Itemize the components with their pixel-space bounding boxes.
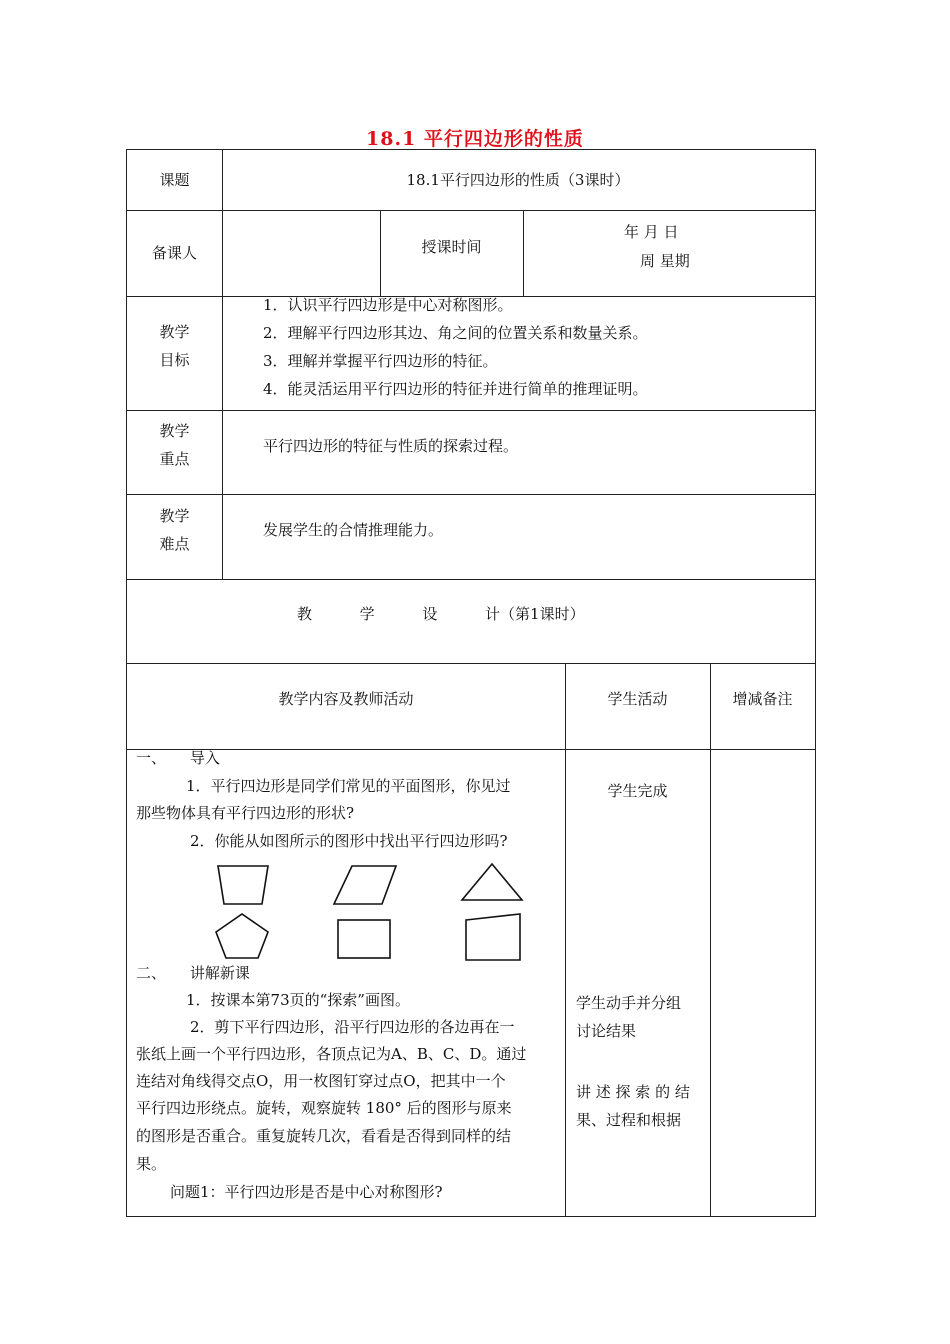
- content-line: 那些物体具有平行四边形的形状?: [136, 804, 355, 822]
- page-title: 18.1 平行四边形的性质: [366, 128, 584, 150]
- column-header-student: 学生活动: [607, 690, 668, 708]
- row-divider: [127, 210, 815, 211]
- content-line: 张纸上画一个平行四边形，各顶点记为A、B、C、D。通过: [136, 1045, 527, 1063]
- parallelogram-icon: [334, 866, 396, 904]
- design-heading: 教 学 设 计（第1课时）: [297, 605, 585, 623]
- content-line: 问题1：平行四边形是否是中心对称图形?: [170, 1183, 443, 1201]
- topic-label: 课题: [159, 171, 190, 189]
- date-line: 年 月 日: [624, 223, 679, 241]
- content-line: 的图形是否重合。重复旋转几次，看看是否得到同样的结: [136, 1127, 512, 1145]
- pentagon-icon: [216, 914, 268, 958]
- col-divider: [222, 150, 223, 579]
- content-line: 平行四边形绕点。旋转，观察旋转 180° 后的图形与原来: [136, 1099, 512, 1117]
- keypoint-text: 平行四边形的特征与性质的探索过程。: [263, 437, 519, 455]
- content-line: 1．平行四边形是同学们常见的平面图形，你见过: [186, 777, 511, 795]
- row-divider: [127, 749, 815, 750]
- student-activity: 讲 述 探 索 的 结: [576, 1083, 690, 1101]
- time-label: 授课时间: [421, 238, 482, 256]
- row-divider: [127, 663, 815, 664]
- row-divider: [127, 579, 815, 580]
- difficulty-label-2: 难点: [159, 535, 190, 553]
- goals-label-2: 目标: [159, 351, 190, 369]
- preparer-label: 备课人: [151, 244, 197, 262]
- col-divider: [710, 663, 711, 1217]
- row-divider: [127, 494, 815, 495]
- shapes-figure: [200, 858, 540, 966]
- col-divider: [523, 210, 524, 296]
- content-line: 2．你能从如图所示的图形中找出平行四边形吗?: [190, 832, 508, 850]
- student-activity: 果、过程和根据: [576, 1111, 682, 1129]
- content-line: 1．按课本第73页的“探索”画图。: [186, 991, 410, 1009]
- topic-value: 18.1平行四边形的性质（3课时）: [406, 171, 630, 189]
- content-line: 2．剪下平行四边形，沿平行四边形的各边再在一: [190, 1018, 515, 1036]
- row-divider: [127, 410, 815, 411]
- goal-item: 4．能灵活运用平行四边形的特征并进行简单的推理证明。: [263, 380, 648, 398]
- content-line: 连结对角线得交点O，用一枚图钉穿过点O，把其中一个: [136, 1072, 506, 1090]
- column-header-content: 教学内容及教师活动: [278, 690, 414, 708]
- goal-item: 1．认识平行四边形是中心对称图形。: [263, 296, 513, 314]
- rectangle-icon: [338, 920, 390, 958]
- keypoint-label-1: 教学: [159, 422, 190, 440]
- goals-label-1: 教学: [159, 323, 190, 341]
- week-line: 周 星期: [640, 252, 690, 270]
- keypoint-label-2: 重点: [159, 450, 190, 468]
- goal-item: 2．理解平行四边形其边、角之间的位置关系和数量关系。: [263, 324, 648, 342]
- column-header-notes: 增减备注: [732, 690, 793, 708]
- content-line: 果。: [136, 1155, 167, 1173]
- goal-item: 3．理解并掌握平行四边形的特征。: [263, 352, 498, 370]
- difficulty-text: 发展学生的合情推理能力。: [263, 521, 444, 539]
- section-heading: 一、 导入: [136, 749, 220, 767]
- trapezoid-icon: [218, 866, 268, 904]
- student-activity: 学生完成: [607, 782, 668, 800]
- student-activity: 讨论结果: [576, 1022, 637, 1040]
- col-divider: [565, 663, 566, 1217]
- quadrilateral-icon: [466, 914, 520, 960]
- student-activity: 学生动手并分组: [576, 994, 682, 1012]
- section-heading: 二、 讲解新课: [136, 964, 250, 982]
- difficulty-label-1: 教学: [159, 507, 190, 525]
- triangle-icon: [462, 864, 522, 900]
